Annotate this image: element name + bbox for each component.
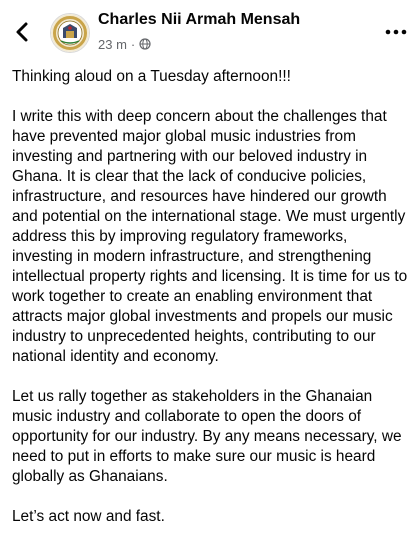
- post-paragraph: Let us rally together as stakeholders in the Ghanaian music industry and collaborate to open the doors of opportunity for our industry. By any means necessary, we need to put in efforts to make sure our music is heard globally as Ghanaians.: [12, 388, 402, 485]
- meta-separator: ·: [130, 36, 136, 52]
- avatar[interactable]: [50, 13, 90, 53]
- more-options-button[interactable]: [380, 20, 412, 44]
- chevron-left-icon: [14, 21, 30, 43]
- author-name[interactable]: Charles Nii Armah Mensah: [98, 11, 301, 28]
- post-paragraph: Thinking aloud on a Tuesday afternoon!!!: [12, 68, 291, 85]
- globe-icon[interactable]: [139, 38, 151, 50]
- more-horizontal-icon: [385, 29, 407, 35]
- crest-logo-icon: [51, 14, 89, 52]
- post-header: [0, 0, 420, 66]
- post-body: [12, 67, 412, 547]
- post-paragraph: Let’s act now and fast.: [12, 508, 165, 525]
- post-timestamp[interactable]: 23 m: [98, 36, 127, 52]
- back-button[interactable]: [8, 18, 36, 46]
- post-paragraph: I write this with deep concern about the challenges that have prevented major global music industries from investing and partnering with our beloved industry in Ghana. It is clear that the lack of conducive policies, infrastructure, and resources have hindered our growth and potential on the international stage. We must urgently address this by improving regulatory frameworks, investing in modern infrastructure, and strengthening intellectual property rights and licensing. It is time for us to work together to create an enabling environment that attracts major global investments and propels our music industry to unprecedented heights, contributing to our national identity and economy.: [12, 108, 408, 365]
- post-meta: [98, 36, 151, 52]
